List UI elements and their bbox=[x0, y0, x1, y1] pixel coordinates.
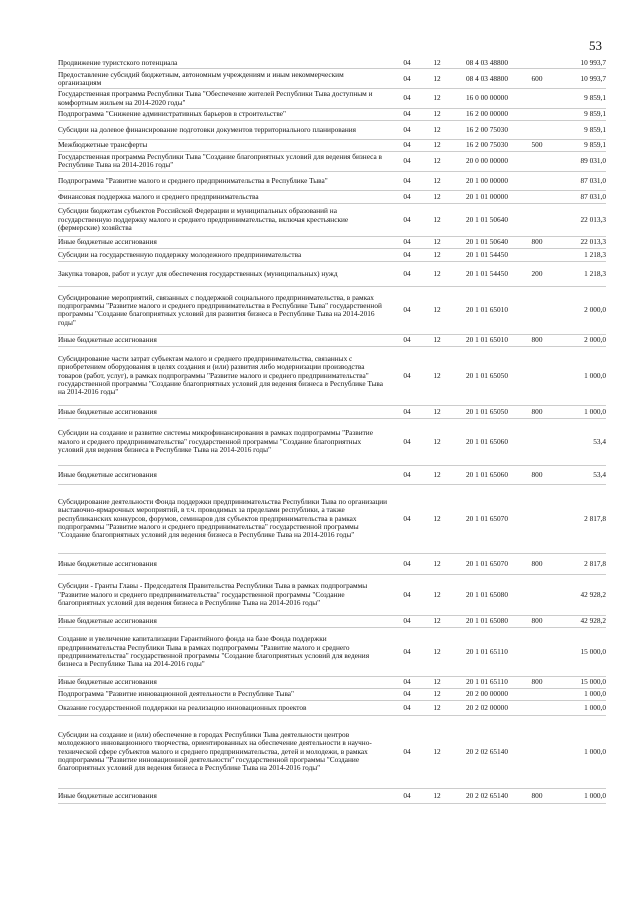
row-name: Закупка товаров, работ и услуг для обеспечения государственных (муниципальных) нужд bbox=[58, 268, 338, 278]
row-name: Финансовая поддержка малого и среднего предпринимательства bbox=[58, 191, 259, 201]
row-section-code: 04 bbox=[403, 689, 411, 699]
row-amount: 9 859,1 bbox=[584, 109, 606, 119]
table-row bbox=[58, 406, 606, 419]
row-amount: 22 013,3 bbox=[580, 214, 606, 224]
row-section-code: 04 bbox=[403, 513, 411, 523]
row-amount: 1 218,3 bbox=[584, 268, 606, 278]
table-row bbox=[58, 701, 606, 716]
row-target-article: 20 1 01 00000 bbox=[466, 191, 508, 201]
row-name: Иные бюджетные ассигнования bbox=[58, 558, 157, 568]
row-section-code: 04 bbox=[403, 790, 411, 800]
table-row bbox=[58, 335, 606, 347]
row-section-code: 04 bbox=[403, 589, 411, 599]
row-name: Подпрограмма "Развитие инновационной деятельности в Республике Тыва" bbox=[58, 689, 295, 699]
row-name: Субсидирование деятельности Фонда поддержки предпринимательства Республики Тыва по организации выставочно-ярмарочных мероприятий, в т.ч. проводимых за пределами республики, а также республиканских конкурсов, форумов, семинаров для субъектов предпринимательства в рамках подпрограммы "Развитие малого и среднего предпринимательства" государственной программы "Создание благоприятных условий для ведения бизнеса в Республике Тыва на 2014-2016 годы" bbox=[58, 497, 388, 540]
row-section-code: 04 bbox=[403, 124, 411, 134]
row-target-article: 20 1 01 65110 bbox=[466, 646, 508, 656]
table-row bbox=[58, 58, 606, 69]
row-expense-type: 800 bbox=[531, 237, 543, 247]
row-name: Субсидии на государственную поддержку молодежного предпринимательства bbox=[58, 249, 302, 259]
row-subsection-code: 12 bbox=[433, 191, 441, 201]
row-subsection-code: 12 bbox=[433, 156, 441, 166]
row-subsection-code: 12 bbox=[433, 689, 441, 699]
row-amount: 1 000,0 bbox=[584, 702, 606, 712]
row-amount: 1 000,0 bbox=[584, 689, 606, 699]
row-target-article: 20 2 02 65140 bbox=[466, 746, 508, 756]
row-expense-type: 800 bbox=[531, 677, 543, 687]
row-amount: 53,4 bbox=[593, 469, 606, 479]
row-section-code: 04 bbox=[403, 249, 411, 259]
row-amount: 53,4 bbox=[593, 436, 606, 446]
row-target-article: 20 2 02 00000 bbox=[466, 702, 508, 712]
row-subsection-code: 12 bbox=[433, 406, 441, 416]
row-name: Субсидии на создание и развитие системы микрофинансирования в рамках подпрограммы "Развитие малого и среднего предпринимательства" государственной программы "Создание благоприятных условий для ведения бизнеса в Республике Тыва на 2014-2016 годы" bbox=[58, 428, 373, 455]
row-target-article: 20 1 01 65070 bbox=[466, 558, 508, 568]
row-target-article: 16 2 00 00000 bbox=[466, 109, 508, 119]
row-subsection-code: 12 bbox=[433, 469, 441, 479]
row-name: Предоставление субсидий бюджетным, автономным учреждениям и иным некоммерческим организациям bbox=[58, 69, 344, 87]
row-amount: 1 000,0 bbox=[584, 746, 606, 756]
row-amount: 10 993,7 bbox=[580, 73, 606, 83]
row-amount: 42 928,2 bbox=[580, 616, 606, 626]
row-subsection-code: 12 bbox=[433, 370, 441, 380]
row-expense-type: 800 bbox=[531, 790, 543, 800]
row-amount: 1 000,0 bbox=[584, 790, 606, 800]
row-subsection-code: 12 bbox=[433, 93, 441, 103]
row-target-article: 20 1 01 65060 bbox=[466, 469, 508, 479]
row-subsection-code: 12 bbox=[433, 436, 441, 446]
row-amount: 1 000,0 bbox=[584, 370, 606, 380]
row-subsection-code: 12 bbox=[433, 513, 441, 523]
row-target-article: 20 1 00 00000 bbox=[466, 175, 508, 185]
table-row bbox=[58, 554, 606, 575]
row-target-article: 20 1 01 65010 bbox=[466, 335, 508, 345]
table-row bbox=[58, 347, 606, 406]
row-subsection-code: 12 bbox=[433, 558, 441, 568]
row-target-article: 08 4 03 48800 bbox=[466, 73, 508, 83]
row-name: Субсидии - Гранты Главы - Председателя Правительства Республики Тыва в рамках подпрограммы "Развитие малого и среднего предпринимательства" государственной программы "Создание благоприятных условий для ведения бизнеса в Республике Тыва на 2014-2016 годы" bbox=[58, 581, 368, 608]
row-subsection-code: 12 bbox=[433, 109, 441, 119]
row-expense-type: 800 bbox=[531, 616, 543, 626]
row-subsection-code: 12 bbox=[433, 646, 441, 656]
row-amount: 87 031,0 bbox=[580, 191, 606, 201]
row-subsection-code: 12 bbox=[433, 335, 441, 345]
row-target-article: 20 1 01 65110 bbox=[466, 677, 508, 687]
row-section-code: 04 bbox=[403, 746, 411, 756]
row-subsection-code: 12 bbox=[433, 58, 441, 67]
row-subsection-code: 12 bbox=[433, 73, 441, 83]
row-section-code: 04 bbox=[403, 335, 411, 345]
row-name: Подпрограмма "Развитие малого и среднего предпринимательства в Республике Тыва" bbox=[58, 175, 328, 185]
table-row bbox=[58, 419, 606, 466]
row-section-code: 04 bbox=[403, 156, 411, 166]
table-row bbox=[58, 69, 606, 89]
row-subsection-code: 12 bbox=[433, 237, 441, 247]
row-target-article: 20 1 01 65050 bbox=[466, 370, 508, 380]
row-name: Иные бюджетные ассигнования bbox=[58, 616, 157, 626]
row-amount: 15 000,0 bbox=[580, 677, 606, 687]
row-target-article: 20 1 01 65010 bbox=[466, 305, 508, 315]
row-section-code: 04 bbox=[403, 109, 411, 119]
row-expense-type: 800 bbox=[531, 335, 543, 345]
row-target-article: 20 1 01 54450 bbox=[466, 268, 508, 278]
table-row bbox=[58, 716, 606, 789]
row-section-code: 04 bbox=[403, 175, 411, 185]
row-name: Иные бюджетные ассигнования bbox=[58, 335, 157, 345]
row-name: Иные бюджетные ассигнования bbox=[58, 469, 157, 479]
table-row bbox=[58, 109, 606, 121]
row-name: Субсидии на создание и (или) обеспечение в городах Республики Тыва деятельности центров молодежного инновационного творчества, ориентированных на обеспечение деятельности в научно-технической сфере субъектов малого и среднего предпринимательства, детей и молодежи, в рамках подпрограммы "Развитие инновационной деятельности" государственной программы "Создание благоприятных условий для ведения бизнеса в Республике Тыва на 2014-2016 годы" bbox=[58, 730, 372, 773]
row-subsection-code: 12 bbox=[433, 249, 441, 259]
row-subsection-code: 12 bbox=[433, 746, 441, 756]
row-section-code: 04 bbox=[403, 677, 411, 687]
row-name: Государственная программа Республики Тыва "Создание благоприятных условий для ведения бизнеса в Республике Тыва на 2014-2016 годы" bbox=[58, 152, 382, 170]
row-name: Субсидии на долевое финансирование подготовки документов территориального планирования bbox=[58, 124, 357, 134]
row-subsection-code: 12 bbox=[433, 140, 441, 150]
row-amount: 2 817,8 bbox=[584, 558, 606, 568]
table-row bbox=[58, 616, 606, 628]
row-target-article: 20 1 01 65050 bbox=[466, 406, 508, 416]
row-target-article: 16 2 00 75030 bbox=[466, 124, 508, 134]
row-target-article: 20 2 02 65140 bbox=[466, 790, 508, 800]
row-expense-type: 800 bbox=[531, 469, 543, 479]
row-target-article: 16 0 00 00000 bbox=[466, 93, 508, 103]
row-name: Субсидирование части затрат субъектам малого и среднего предпринимательства, связанных с приобретением оборудования в целях создания и (или) развития либо модернизации производства товаров (работ, услуг), в рамках подпрограммы "Развитие малого и среднего предпринимательства" государственной программы "Создание благоприятных условий для ведения бизнеса в Республике Тыва на 2014-2016 годы" bbox=[58, 354, 384, 397]
table-row bbox=[58, 262, 606, 287]
row-amount: 15 000,0 bbox=[580, 646, 606, 656]
row-subsection-code: 12 bbox=[433, 175, 441, 185]
table-row bbox=[58, 191, 606, 204]
row-amount: 9 859,1 bbox=[584, 140, 606, 150]
row-section-code: 04 bbox=[403, 214, 411, 224]
row-amount: 1 000,0 bbox=[584, 406, 606, 416]
row-name: Иные бюджетные ассигнования bbox=[58, 237, 157, 247]
table-row bbox=[58, 287, 606, 335]
row-amount: 2 000,0 bbox=[584, 335, 606, 345]
row-name: Иные бюджетные ассигнования bbox=[58, 677, 157, 687]
row-section-code: 04 bbox=[403, 646, 411, 656]
row-amount: 2 000,0 bbox=[584, 305, 606, 315]
row-expense-type: 200 bbox=[531, 268, 543, 278]
table-row bbox=[58, 172, 606, 191]
row-amount: 22 013,3 bbox=[580, 237, 606, 247]
row-section-code: 04 bbox=[403, 140, 411, 150]
row-section-code: 04 bbox=[403, 616, 411, 626]
row-subsection-code: 12 bbox=[433, 124, 441, 134]
row-target-article: 20 1 01 54450 bbox=[466, 249, 508, 259]
row-target-article: 20 1 01 50640 bbox=[466, 237, 508, 247]
table-row bbox=[58, 628, 606, 677]
row-section-code: 04 bbox=[403, 191, 411, 201]
row-section-code: 04 bbox=[403, 237, 411, 247]
budget-table bbox=[58, 58, 606, 804]
row-name: Оказание государственной поддержки на реализацию инновационных проектов bbox=[58, 702, 307, 712]
row-subsection-code: 12 bbox=[433, 677, 441, 687]
row-section-code: 04 bbox=[403, 702, 411, 712]
row-amount: 1 218,3 bbox=[584, 249, 606, 259]
row-name: Продвижение туристского потенциала bbox=[58, 58, 178, 67]
row-amount: 42 928,2 bbox=[580, 589, 606, 599]
row-target-article: 16 2 00 75030 bbox=[466, 140, 508, 150]
row-target-article: 20 1 01 65080 bbox=[466, 589, 508, 599]
row-target-article: 08 4 03 48800 bbox=[466, 58, 508, 67]
row-amount: 2 817,8 bbox=[584, 513, 606, 523]
row-section-code: 04 bbox=[403, 305, 411, 315]
table-row bbox=[58, 204, 606, 237]
table-row bbox=[58, 237, 606, 249]
page-number: 53 bbox=[589, 38, 602, 53]
row-amount: 9 859,1 bbox=[584, 124, 606, 134]
row-subsection-code: 12 bbox=[433, 589, 441, 599]
table-row bbox=[58, 575, 606, 616]
row-amount: 10 993,7 bbox=[580, 58, 606, 67]
table-row bbox=[58, 89, 606, 109]
row-expense-type: 600 bbox=[531, 73, 543, 83]
row-section-code: 04 bbox=[403, 268, 411, 278]
table-row bbox=[58, 152, 606, 172]
row-subsection-code: 12 bbox=[433, 305, 441, 315]
row-target-article: 20 2 00 00000 bbox=[466, 689, 508, 699]
row-name: Государственная программа Республики Тыва "Обеспечение жителей Республики Тыва доступным и комфортным жильем на 2014-2020 годы" bbox=[58, 89, 373, 107]
row-section-code: 04 bbox=[403, 558, 411, 568]
row-subsection-code: 12 bbox=[433, 268, 441, 278]
row-section-code: 04 bbox=[403, 436, 411, 446]
table-row bbox=[58, 121, 606, 140]
table-row bbox=[58, 249, 606, 262]
row-name: Субсидии бюджетам субъектов Российской Федерации и муниципальных образований на государственную поддержку малого и среднего предпринимательства, включая крестьянские (фермерские) хозяйства bbox=[58, 206, 349, 233]
row-section-code: 04 bbox=[403, 73, 411, 83]
row-target-article: 20 1 01 65060 bbox=[466, 436, 508, 446]
table-row bbox=[58, 485, 606, 554]
table-row bbox=[58, 789, 606, 804]
row-expense-type: 800 bbox=[531, 406, 543, 416]
row-amount: 87 031,0 bbox=[580, 175, 606, 185]
row-section-code: 04 bbox=[403, 58, 411, 67]
row-target-article: 20 1 01 50640 bbox=[466, 214, 508, 224]
row-section-code: 04 bbox=[403, 93, 411, 103]
row-name: Межбюджетные трансферты bbox=[58, 140, 148, 150]
table-row bbox=[58, 140, 606, 152]
table-row bbox=[58, 689, 606, 701]
row-target-article: 20 1 01 65070 bbox=[466, 513, 508, 523]
row-name: Создание и увеличение капитализации Гарантийного фонда на базе Фонда поддержки предпринимательства Республики Тыва в рамках подпрограммы "Развитие малого и среднего предпринимательства" государственной программы "Создание благоприятных условий для ведения бизнеса в Республике Тыва на 2014-2016 годы" bbox=[58, 634, 370, 669]
row-subsection-code: 12 bbox=[433, 214, 441, 224]
row-expense-type: 800 bbox=[531, 558, 543, 568]
row-amount: 89 031,0 bbox=[580, 156, 606, 166]
table-row bbox=[58, 677, 606, 689]
row-section-code: 04 bbox=[403, 370, 411, 380]
row-name: Подпрограмма "Снижение административных барьеров в строительстве" bbox=[58, 109, 286, 119]
row-name: Субсидирование мероприятий, связанных с поддержкой социального предпринимательства, в рамках подпрограммы "Развитие малого и среднего предпринимательства в Республике Тыва" государственной программы "Создание благоприятных условий для развития бизнеса в Республике Тыва на 2014-2016 годы" bbox=[58, 292, 382, 327]
row-subsection-code: 12 bbox=[433, 790, 441, 800]
row-target-article: 20 1 01 65080 bbox=[466, 616, 508, 626]
row-subsection-code: 12 bbox=[433, 616, 441, 626]
row-name: Иные бюджетные ассигнования bbox=[58, 790, 157, 800]
row-target-article: 20 0 00 00000 bbox=[466, 156, 508, 166]
row-amount: 9 859,1 bbox=[584, 93, 606, 103]
row-expense-type: 500 bbox=[531, 140, 543, 150]
row-name: Иные бюджетные ассигнования bbox=[58, 406, 157, 416]
table-row bbox=[58, 466, 606, 485]
row-subsection-code: 12 bbox=[433, 702, 441, 712]
row-section-code: 04 bbox=[403, 406, 411, 416]
row-section-code: 04 bbox=[403, 469, 411, 479]
